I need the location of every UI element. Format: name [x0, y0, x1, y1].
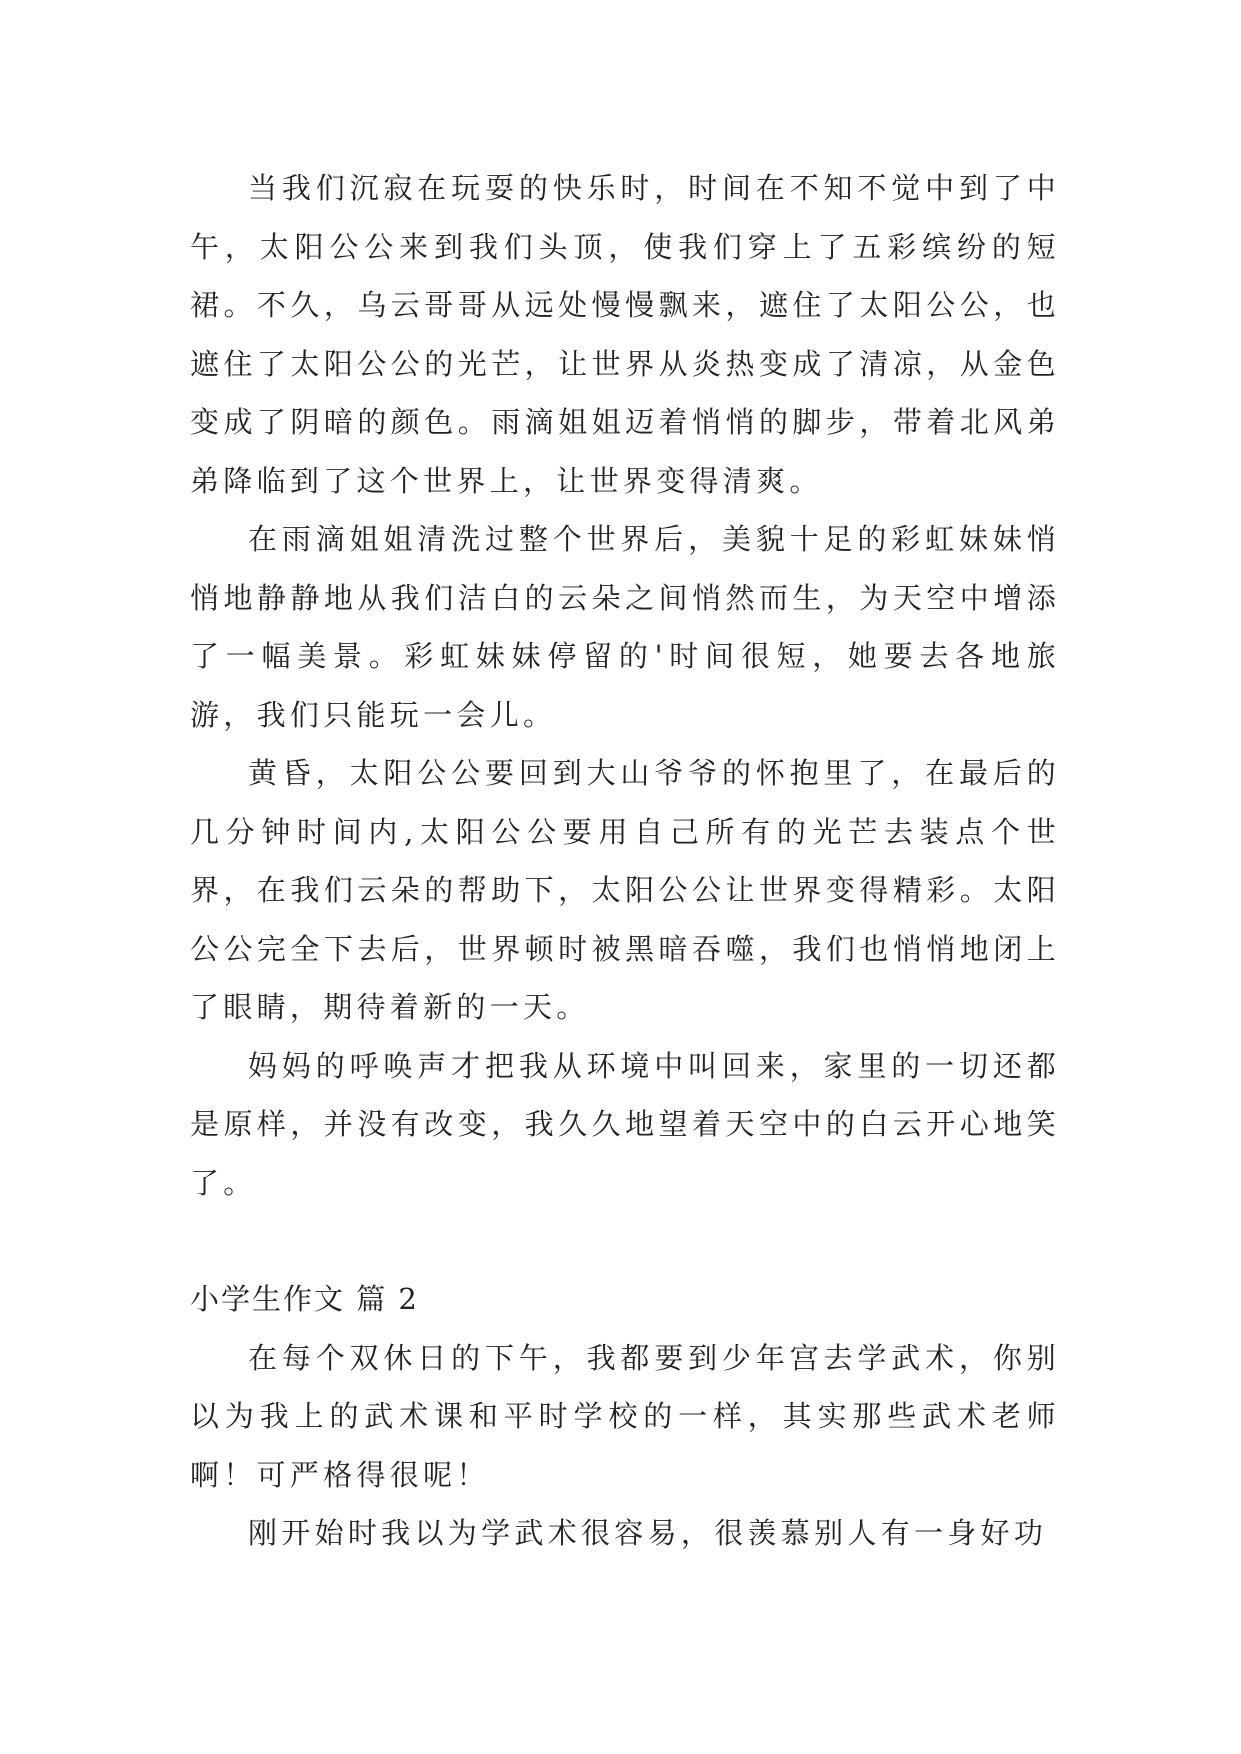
document-body [190, 159, 1060, 1563]
paragraph-martial-arts-intro: 在每个双休日的下午，我都要到少年宫去学武术，你别以为我上的武术课和平时学校的一样，其实那些武术老师啊！可严格得很呢！ [190, 1340, 1060, 1492]
section-heading: 小学生作文 篇 2 [190, 1282, 419, 1316]
paragraph-dusk: 黄昏，太阳公公要回到大山爷爷的怀抱里了，在最后的几分钟时间内,太阳公公要用自己所有的光芒去装点个世界，在我们云朵的帮助下，太阳公公让世界变得精彩。太阳公公完全下去后，世界顿时被黑暗吞噬，我们也悄悄地闭上了眼睛，期待着新的一天。 [190, 756, 1060, 1024]
paragraph-rainbow: 在雨滴姐姐清洗过整个世界后，美貌十足的彩虹妹妹悄悄地静静地从我们洁白的云朵之间悄然而生，为天空中增添了一幅美景。彩虹妹妹停留的'时间很短，她要去各地旅游，我们只能玩一会儿。 [190, 522, 1060, 732]
paragraph-noon-clouds: 当我们沉寂在玩耍的快乐时，时间在不知不觉中到了中午，太阳公公来到我们头顶，使我们穿上了五彩缤纷的短裙。不久，乌云哥哥从远处慢慢飘来，遮住了太阳公公，也遮住了太阳公公的光芒，让世界从炎热变成了清凉，从金色变成了阴暗的颜色。雨滴姐姐迈着悄悄的脚步，带着北风弟弟降临到了这个世界上，让世界变得清爽。 [190, 171, 1060, 498]
paragraph-mother-call: 妈妈的呼唤声才把我从环境中叫回来，家里的一切还都是原样，并没有改变，我久久地望着天空中的白云开心地笑了。 [190, 1048, 1060, 1200]
paragraph-martial-arts-start: 刚开始时我以为学武术很容易，很羡慕别人有一身好功 [248, 1516, 1048, 1550]
